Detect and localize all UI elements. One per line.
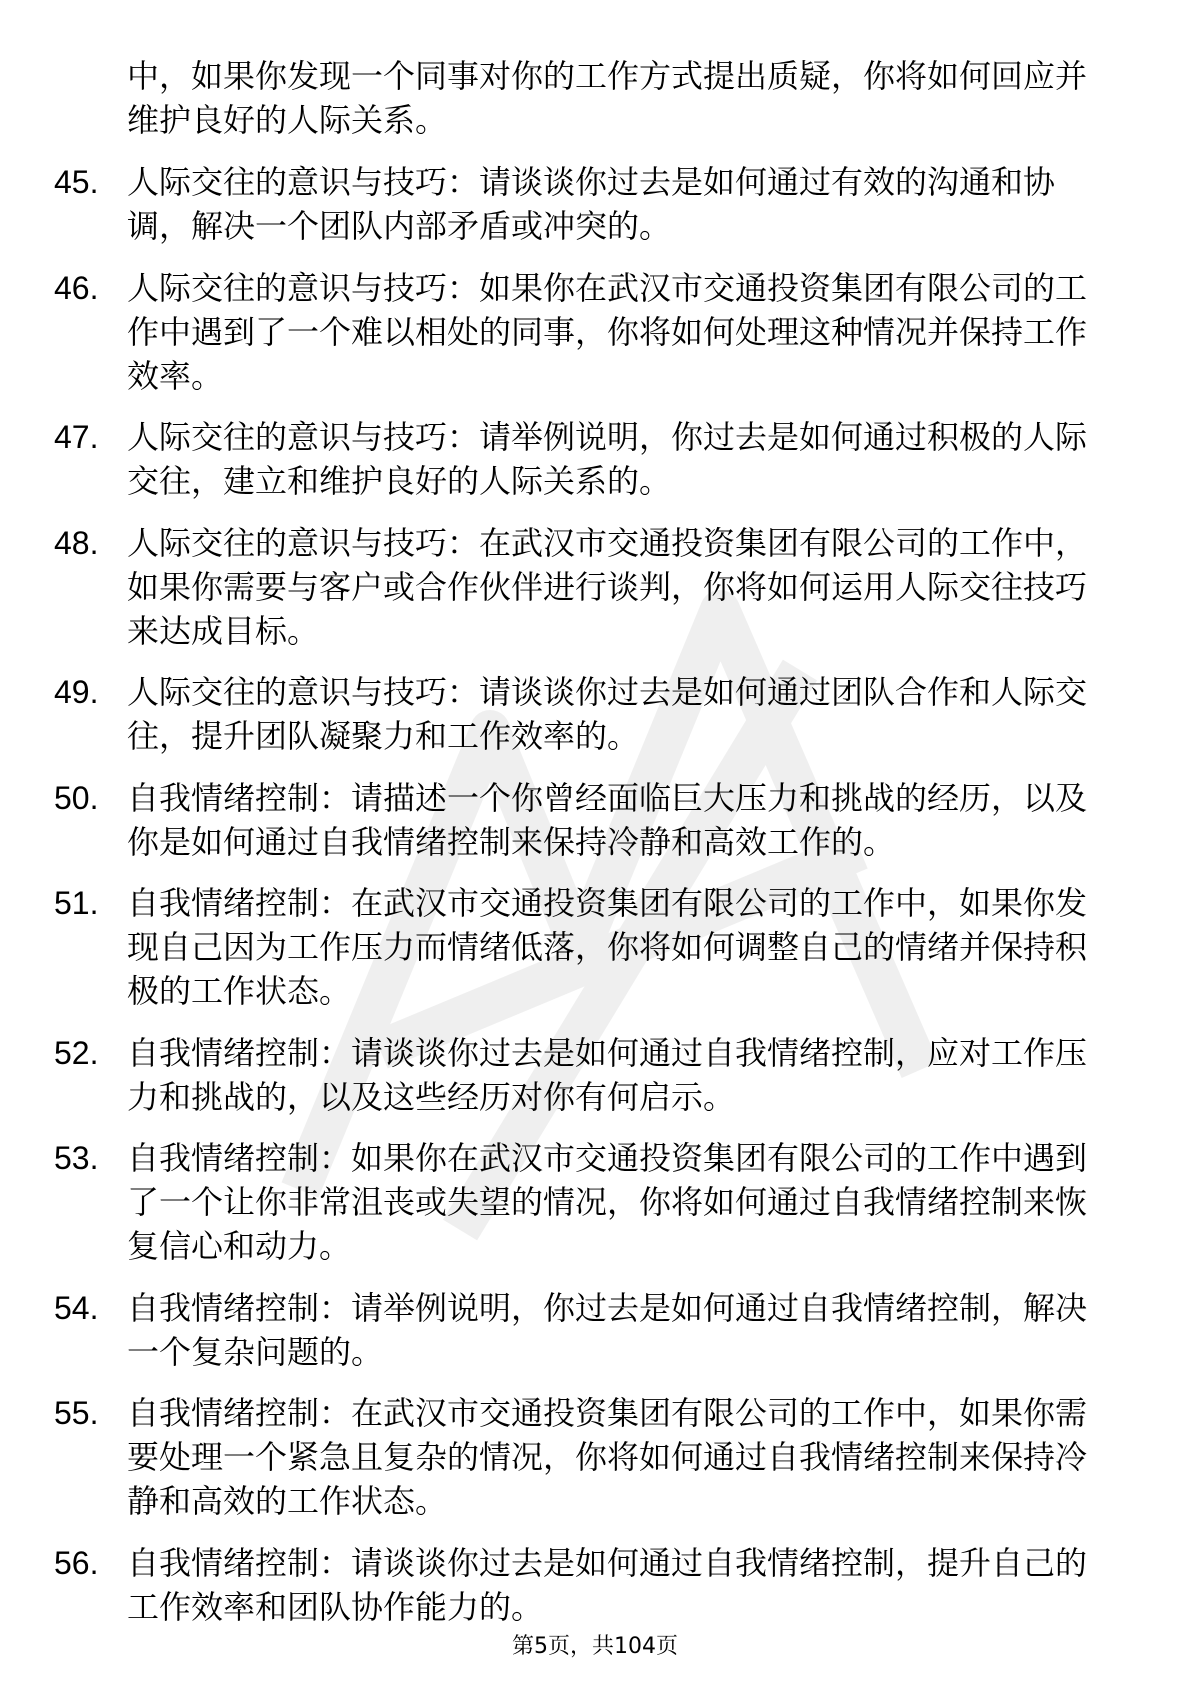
item-text: 人际交往的意识与技巧：请谈谈你过去是如何通过有效的沟通和协调，解决一个团队内部矛盾或冲突的。: [127, 163, 1056, 245]
list-item: [0, 1136, 1190, 1268]
item-number: 51.: [54, 885, 99, 921]
item-text: 自我情绪控制：在武汉市交通投资集团有限公司的工作中，如果你需要处理一个紧急且复杂的情况，你将如何通过自我情绪控制来保持冷静和高效的工作状态。: [127, 1394, 1088, 1520]
item-number: 54.: [54, 1289, 99, 1326]
item-text: 自我情绪控制：请描述一个你曾经面临巨大压力和挑战的经历，以及你是如何通过自我情绪控制来保持冷静和高效工作的。: [127, 778, 1088, 861]
item-number: 53.: [54, 1140, 99, 1176]
item-number: 56.: [54, 1544, 99, 1581]
list-item: [0, 1286, 1190, 1374]
item-number: 55.: [54, 1395, 99, 1431]
item-number: 45.: [54, 164, 99, 200]
question-list: [0, 160, 1190, 1646]
list-item: [0, 266, 1190, 398]
item-number: 52.: [54, 1034, 99, 1071]
item-text: 自我情绪控制：请谈谈你过去是如何通过自我情绪控制，提升自己的工作效率和团队协作能力的。: [127, 1543, 1088, 1626]
list-item: [0, 415, 1190, 503]
item-text: 自我情绪控制：请举例说明，你过去是如何通过自我情绪控制，解决一个复杂问题的。: [127, 1288, 1088, 1371]
list-item: [0, 776, 1190, 864]
item-number: 46.: [54, 269, 99, 306]
item-number: 50.: [54, 779, 99, 816]
item-text: 人际交往的意识与技巧：请举例说明，你过去是如何通过积极的人际交往，建立和维护良好的人际关系的。: [127, 418, 1088, 500]
list-item: [0, 881, 1190, 1013]
item-text: 自我情绪控制：如果你在武汉市交通投资集团有限公司的工作中遇到了一个让你非常沮丧或失望的情况，你将如何通过自我情绪控制来恢复信心和动力。: [127, 1139, 1088, 1265]
item-text: 人际交往的意识与技巧：如果你在武汉市交通投资集团有限公司的工作中遇到了一个难以相处的同事，你将如何处理这种情况并保持工作效率。: [127, 268, 1088, 395]
item-number: 47.: [54, 419, 99, 455]
list-item: [0, 1541, 1190, 1629]
continuation-paragraph: 中，如果你发现一个同事对你的工作方式提出质疑，你将如何回应并维护良好的人际关系。: [127, 57, 1088, 139]
item-text: 人际交往的意识与技巧：在武汉市交通投资集团有限公司的工作中，如果你需要与客户或合作伙伴进行谈判，你将如何运用人际交往技巧来达成目标。: [127, 523, 1088, 650]
list-item: [0, 160, 1190, 248]
item-text: 自我情绪控制：在武汉市交通投资集团有限公司的工作中，如果你发现自己因为工作压力而情绪低落，你将如何调整自己的情绪并保持积极的工作状态。: [127, 884, 1088, 1010]
item-text: 自我情绪控制：请谈谈你过去是如何通过自我情绪控制，应对工作压力和挑战的，以及这些经历对你有何启示。: [127, 1033, 1088, 1116]
page-number-footer: 第5页，共104页: [512, 1634, 678, 1659]
list-item: [0, 521, 1190, 653]
list-item: [0, 670, 1190, 758]
list-item: [0, 1391, 1190, 1523]
item-number: 48.: [54, 524, 99, 561]
item-number: 49.: [54, 674, 99, 710]
item-text: 人际交往的意识与技巧：请谈谈你过去是如何通过团队合作和人际交往，提升团队凝聚力和工作效率的。: [127, 673, 1088, 755]
list-item: [0, 1031, 1190, 1119]
